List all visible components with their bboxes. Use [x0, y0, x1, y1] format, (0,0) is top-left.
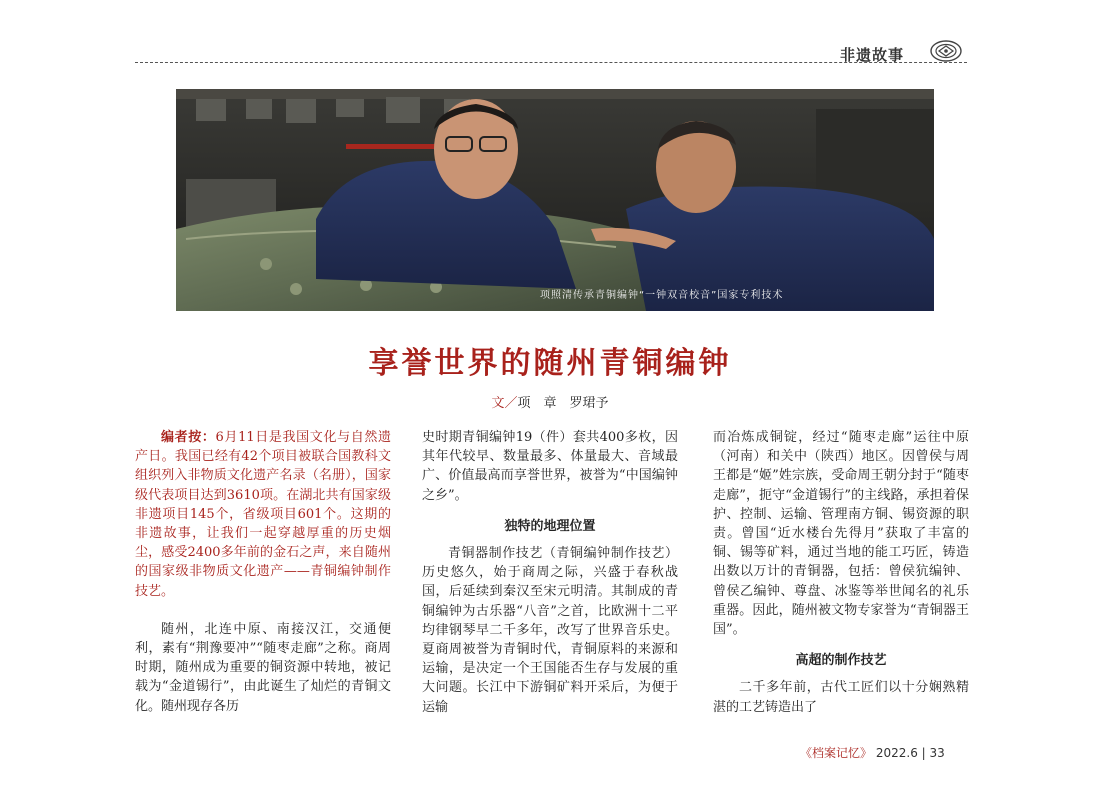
byline-authors: 项 章 罗珺予 [517, 396, 609, 411]
page-number: 33 [929, 746, 945, 760]
photo-caption: 项照清传承青铜编钟“一钟双音校音”国家专利技术 [540, 290, 784, 301]
issue-number: 2022.6 [875, 746, 918, 760]
heritage-emblem-icon [930, 40, 962, 62]
editor-note-lead: 编者按： [161, 430, 216, 445]
magazine-name: 《档案记忆》 [800, 746, 873, 760]
byline [0, 392, 1100, 411]
page-footer [800, 744, 945, 761]
article-title: 享誉世界的随州青铜编钟 [368, 346, 732, 381]
editor-note [135, 428, 391, 601]
article-photo [176, 89, 934, 311]
paragraph: 而冶炼成铜锭，经过“随枣走廊”运往中原（河南）和关中（陕西）地区。因曾侯与周王都是“姬”姓宗族，受命周王朝分封于“随枣走廊”，扼守“金道锡行”的主线路，承担着保护、控制、运输、管理南方铜、锡资源的职责。曾国“近水楼台先得月”获取了丰富的铜、锡等矿料，通过当地的能工巧匠，铸造出数以万计的青铜器，包括：曾侯犺编钟、曾侯乙编钟、尊盘、冰鉴等举世闻名的礼乐重器。因此，随州被文物专家誉为“青铜器王国”。 [713, 430, 969, 638]
paragraph: 二千多年前，古代工匠们以十分娴熟精湛的工艺铸造出了 [713, 680, 969, 715]
editor-note-text: 6月11日是我国文化与自然遗产日。我国已经有42个项目被联合国教科文组织列入非物质文化遗产名录（名册），国家级代表项目达到3610项。在湖北共有国家级非遗项目145个，省级项目601个。这期的非遗故事，让我们一起穿越厚重的历史烟尘，感受2400多年前的金石之声，来自随州的国家级非物质文化遗产——青铜编钟制作技艺。 [135, 430, 391, 599]
subheading-geography: 独特的地理位置 [504, 518, 596, 534]
paragraph: 史时期青铜编钟19（件）套共400多枚，因其年代较早、数量最多、体量最大、音域最广、价值最高而享誉世界，被誉为“中国编钟之乡”。 [422, 430, 678, 503]
subheading-craft: 高超的制作技艺 [795, 653, 887, 669]
byline-separator: ／ [504, 396, 518, 411]
text-column-2 [422, 428, 678, 717]
paragraph: 青铜器制作技艺（青铜编钟制作技艺）历史悠久，始于商周之际，兴盛于春秋战国，后延续到秦汉至宋元明清。其制成的青铜编钟为古乐器“八音”之首，比欧洲十二平均律钢琴早二千多年，改写了世界音乐史。夏商周被誉为青铜时代，青铜原料的来源和运输，是决定一个王国能否生存与发展的重大问题。长江中下游铜矿料开采后，为便于运输 [422, 546, 678, 715]
paragraph: 随州，北连中原、南接汉江，交通便利，素有“荆豫要冲”“随枣走廊”之称。商周时期，随州成为重要的铜资源中转地，被记载为“金道锡行”，由此诞生了灿烂的青铜文化。随州现存各历 [135, 621, 391, 714]
text-column-3 [713, 428, 969, 717]
footer-separator: | [921, 746, 926, 760]
header-divider [135, 62, 967, 63]
byline-label: 文 [491, 396, 505, 411]
text-column-1 [135, 428, 391, 716]
section-title: 非遗故事 [840, 46, 905, 64]
